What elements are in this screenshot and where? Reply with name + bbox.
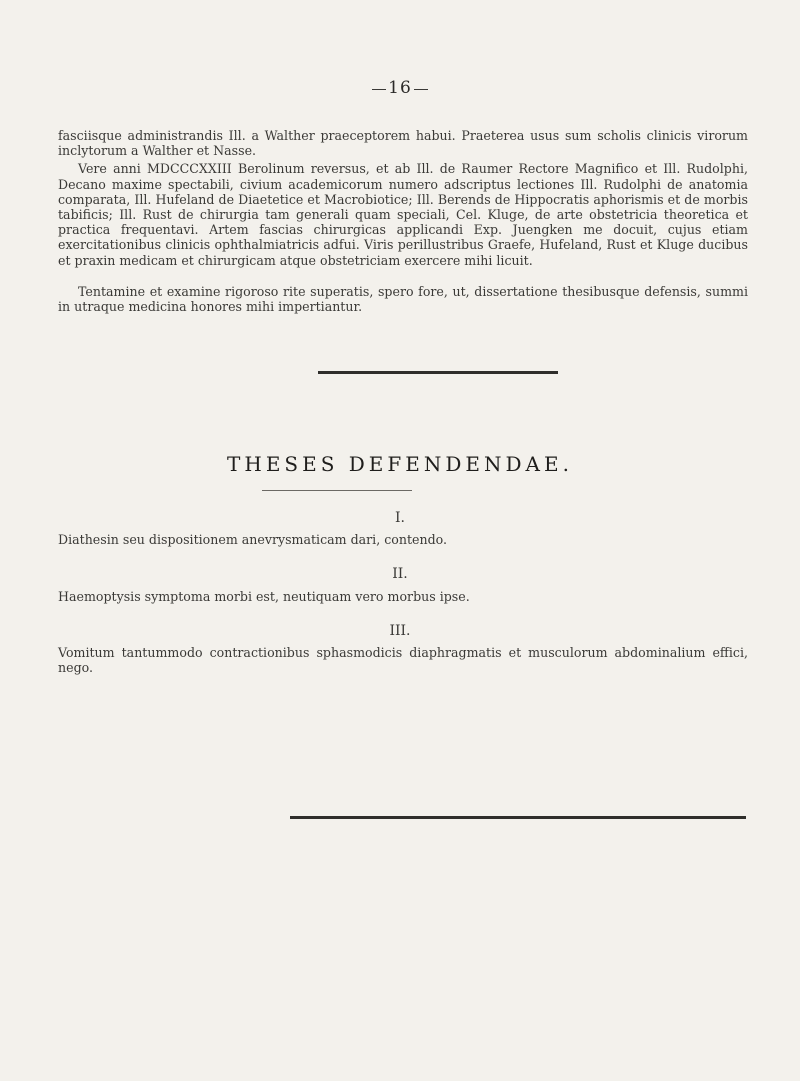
paragraph-2: Vere anni MDCCCXXIII Berolinum reversus, et ab Ill. de Raumer Rectore Magnifico et Ill. Rudolphi, Decano maxime spectabili, civium academicorum numero adscriptus lectiones Ill. Rudolphi de anatomia comparata, Ill. Hufeland de Diaetetice et Macrobiotice; Ill. Berends de Hippocratis aphorismis et de morbis tabificis; Ill. Rust de chirurgia tam generali quam speciali, Cel. Kluge, de arte obstetricia theoretica et practica frequentavi. Artem fascias chirurgicas applicandi Exp. Juengken me docuit, cujus etiam exercitationibus clinicis ophthalmiatricis adfui. Viris perillustribus Graefe, Hufeland, Rust et Kluge ducibus et praxin medicam et chirurgicam atque obstetriciam exercere mihi licuit. <box>58 161 748 268</box>
thesis-1: Diathesin seu dispositionem anevrysmaticam dari, contendo. <box>58 532 448 547</box>
theses-heading: THESES DEFENDENDAE. <box>227 452 573 476</box>
section-rule-top <box>318 371 558 374</box>
thesis-numeral-1: I. <box>395 510 405 526</box>
thesis-2: Haemoptysis symptoma morbi est, neutiquam vero morbus ipse. <box>58 589 470 604</box>
body-text <box>58 128 748 314</box>
page-number-dash-right <box>414 89 428 90</box>
thesis-numeral-2: II. <box>392 566 408 582</box>
paragraph-3: Tentamine et examine rigoroso rite superatis, spero fore, ut, dissertatione thesibusque defensis, summi in utraque medicina honores mihi impertiantur. <box>58 283 748 315</box>
page-number: 16 <box>388 78 412 98</box>
thesis-3: Vomitum tantummodo contractionibus sphasmodicis diaphragmatis et musculorum abdominalium effici, nego. <box>58 645 748 676</box>
paragraph-1: fasciisque administrandis Ill. a Walther praeceptorem habui. Praeterea usus sum scholis clinicis virorum inclytorum a Walther et Nasse. <box>58 128 748 159</box>
thesis-numeral-3: III. <box>389 623 411 639</box>
heading-underline <box>262 490 412 491</box>
section-rule-bottom <box>290 816 746 819</box>
